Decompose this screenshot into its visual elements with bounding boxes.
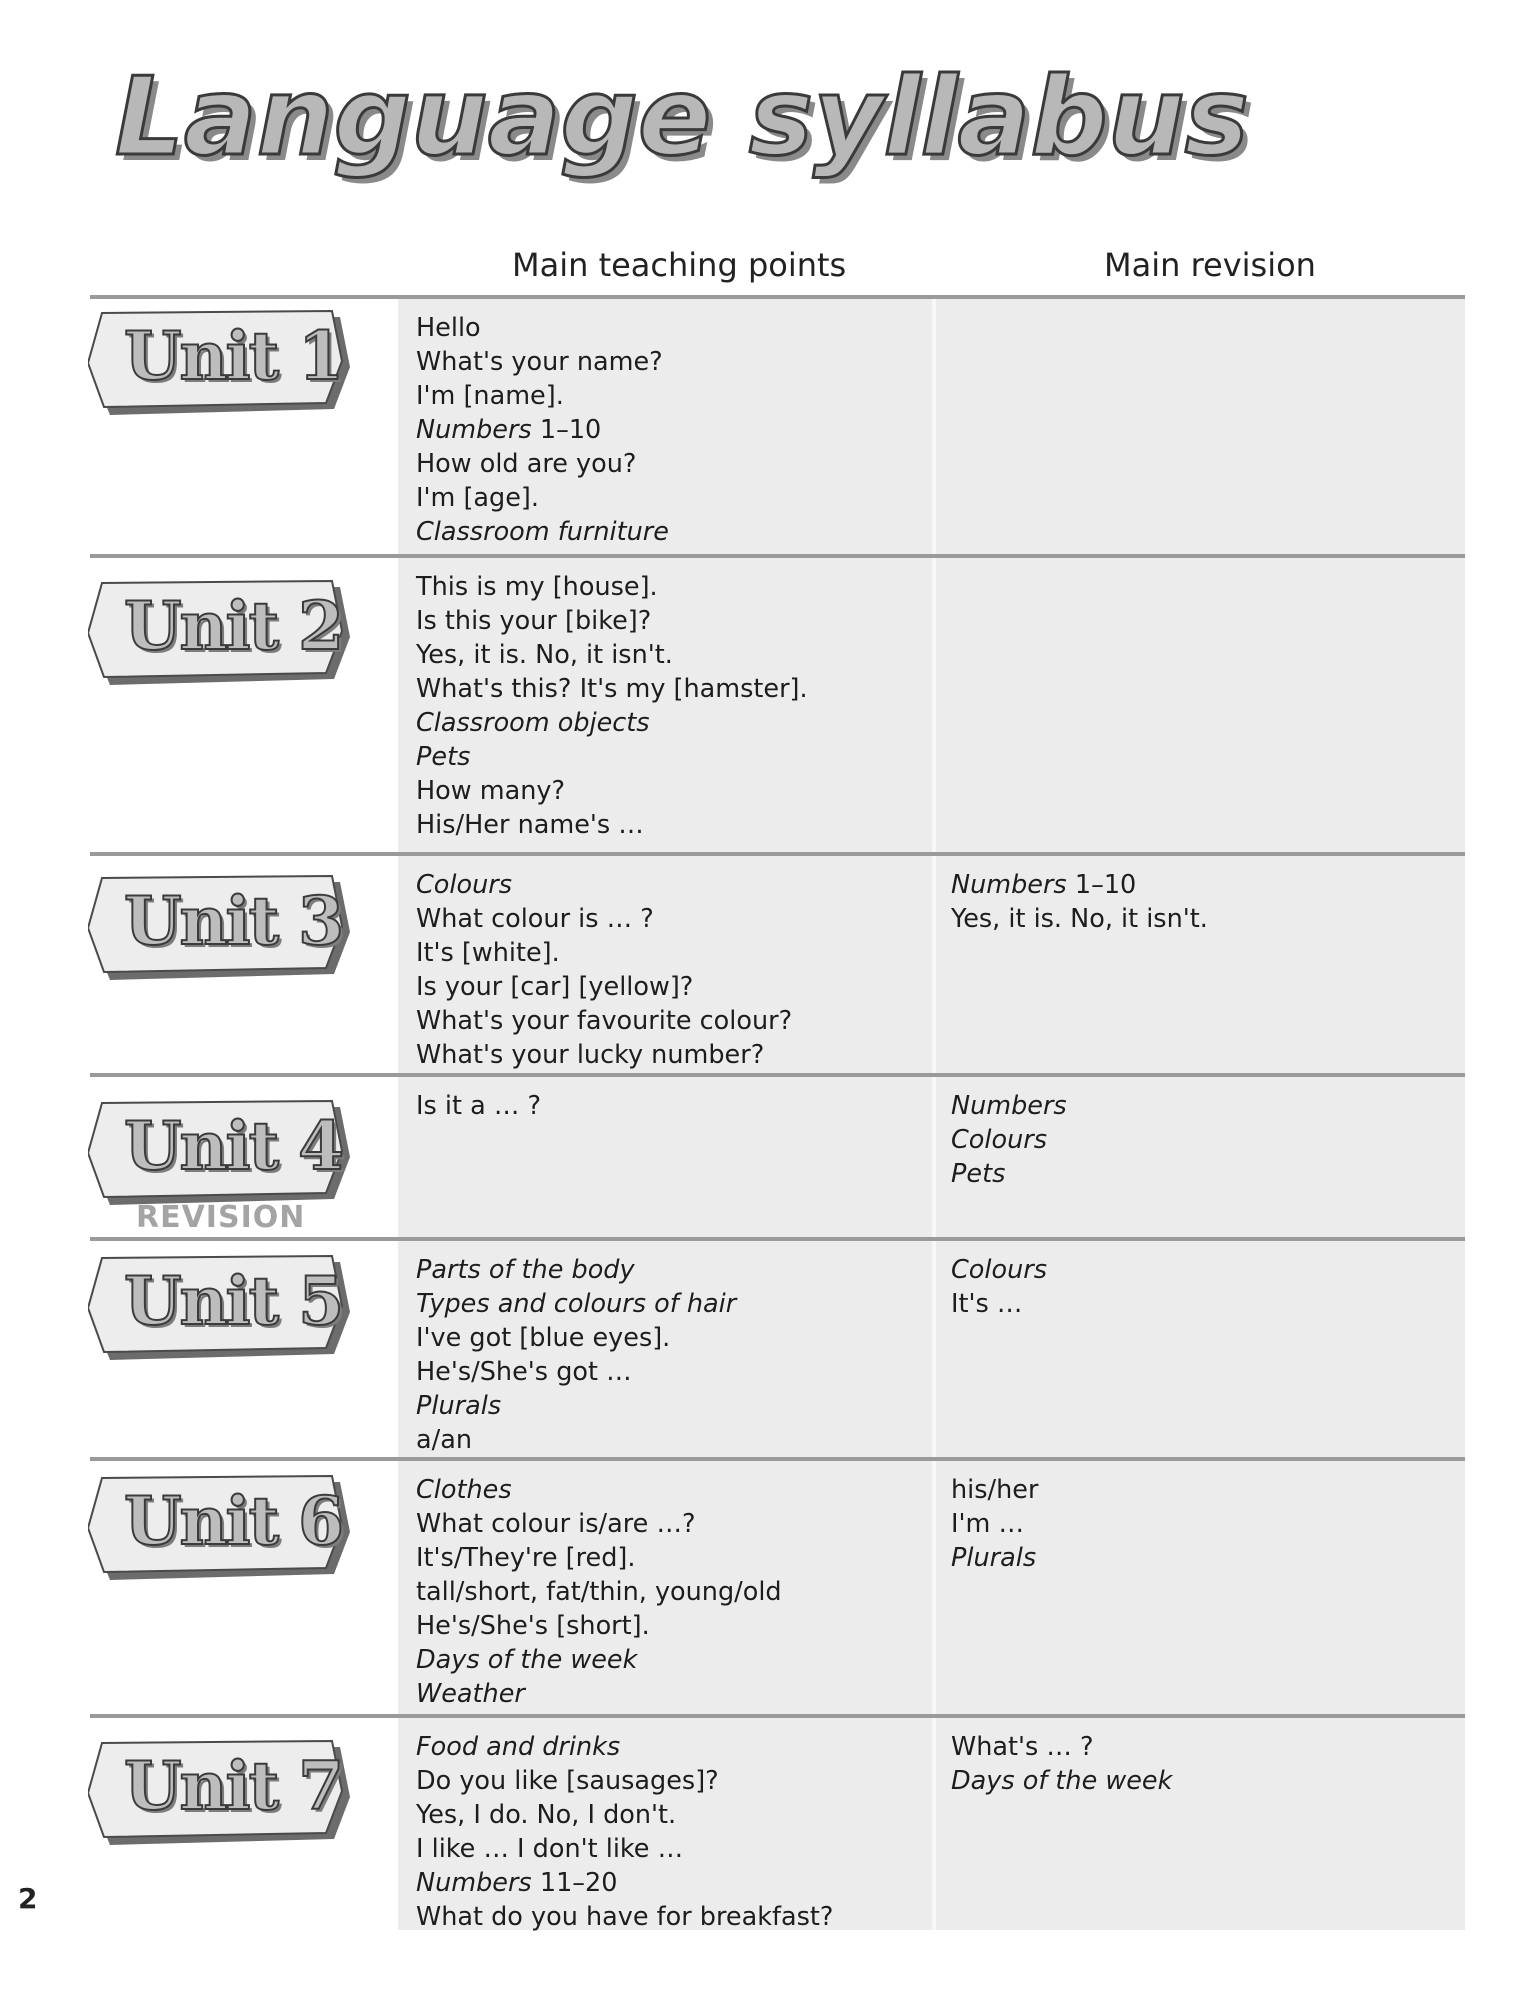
- syllabus-line: [416, 1038, 792, 1072]
- syllabus-line-suffix: 11–20: [531, 1868, 618, 1898]
- syllabus-line: [416, 1730, 833, 1764]
- syllabus-line: [951, 1764, 1172, 1798]
- syllabus-line: [416, 808, 808, 842]
- page-title: Language syllabus: [115, 55, 1249, 180]
- syllabus-line-text: What's your lucky number?: [416, 1040, 765, 1070]
- syllabus-line: [416, 868, 792, 902]
- syllabus-line-text: Is this your [bike]?: [416, 606, 652, 636]
- syllabus-line-text: Numbers: [416, 415, 532, 445]
- syllabus-line-text: Colours: [951, 1125, 1048, 1155]
- syllabus-line: [416, 1541, 782, 1575]
- syllabus-line: [416, 1609, 782, 1643]
- syllabus-line: [416, 1004, 792, 1038]
- row-divider: [90, 1714, 1465, 1718]
- syllabus-line: [951, 1541, 1038, 1575]
- row-divider: [90, 295, 1465, 299]
- syllabus-line: [416, 1677, 782, 1711]
- syllabus-line-text: a/an: [416, 1425, 473, 1455]
- syllabus-line-text: Weather: [416, 1679, 525, 1709]
- page-number: 2: [18, 1882, 38, 1915]
- main-revision-cell: [951, 1253, 1047, 1321]
- syllabus-line: [416, 740, 808, 774]
- syllabus-line: [951, 868, 1208, 902]
- syllabus-line: [416, 1507, 782, 1541]
- syllabus-line-text: He's/She's [short].: [416, 1611, 650, 1641]
- syllabus-line-text: Yes, it is. No, it isn't.: [416, 640, 673, 670]
- unit-badge: [88, 1470, 348, 1580]
- syllabus-line: [951, 902, 1208, 936]
- syllabus-line-text: What's your name?: [416, 347, 663, 377]
- main-revision-cell: [951, 868, 1208, 936]
- syllabus-line: [416, 413, 669, 447]
- syllabus-line-text: Do you like [sausages]?: [416, 1766, 719, 1796]
- unit-badge: [88, 575, 348, 685]
- syllabus-line-text: Food and drinks: [416, 1732, 621, 1762]
- syllabus-line: [416, 970, 792, 1004]
- syllabus-line: [416, 1389, 736, 1423]
- column-divider: [932, 295, 936, 1930]
- syllabus-line-text: Parts of the body: [416, 1255, 635, 1285]
- syllabus-line-text: What colour is … ?: [416, 904, 654, 934]
- syllabus-line: [416, 1473, 782, 1507]
- syllabus-line: [416, 447, 669, 481]
- main-teaching-points-cell: [416, 570, 808, 842]
- syllabus-line-text: I'm …: [951, 1509, 1024, 1539]
- syllabus-line-text: Yes, it is. No, it isn't.: [951, 904, 1208, 934]
- main-revision-cell: [951, 1089, 1067, 1191]
- syllabus-line: [416, 1575, 782, 1609]
- row-divider: [90, 554, 1465, 558]
- syllabus-line-text: Days of the week: [951, 1766, 1173, 1796]
- syllabus-line-text: Classroom objects: [416, 708, 650, 738]
- syllabus-line-text: Numbers: [951, 1091, 1067, 1121]
- syllabus-line-text: Pets: [416, 742, 471, 772]
- main-revision-header: Main revision: [1104, 246, 1316, 284]
- syllabus-line: [951, 1253, 1047, 1287]
- syllabus-line: [416, 1423, 736, 1457]
- unit-badge: [88, 1735, 348, 1845]
- syllabus-line-text: Plurals: [951, 1543, 1037, 1573]
- syllabus-line-text: I'm [name].: [416, 381, 564, 411]
- syllabus-line: [416, 1643, 782, 1677]
- syllabus-line-text: Types and colours of hair: [416, 1289, 737, 1319]
- syllabus-line-suffix: 1–10: [531, 415, 602, 445]
- unit-badge: [88, 1095, 348, 1205]
- syllabus-line-text: Plurals: [416, 1391, 502, 1421]
- main-teaching-points-cell: [416, 1089, 541, 1123]
- syllabus-line: [416, 1764, 833, 1798]
- syllabus-line-text: It's [white].: [416, 938, 560, 968]
- unit-badge: [88, 870, 348, 980]
- unit-badge: [88, 1250, 348, 1360]
- syllabus-line: [416, 936, 792, 970]
- syllabus-line-text: Numbers: [951, 870, 1067, 900]
- row-divider: [90, 1457, 1465, 1461]
- syllabus-line-suffix: 1–10: [1066, 870, 1137, 900]
- unit-label: Unit 7: [124, 1747, 343, 1825]
- syllabus-line: [951, 1089, 1067, 1123]
- syllabus-line: [416, 515, 669, 549]
- unit-label: Unit 2: [124, 587, 343, 665]
- syllabus-line-text: I'm [age].: [416, 483, 539, 513]
- unit-label: Unit 4: [124, 1107, 343, 1185]
- unit-label: Unit 5: [124, 1262, 343, 1340]
- main-teaching-points-cell: [416, 311, 669, 549]
- syllabus-line-text: Is it a … ?: [416, 1091, 541, 1121]
- syllabus-line: [416, 1089, 541, 1123]
- row-divider: [90, 1237, 1465, 1241]
- syllabus-line-text: It's/They're [red].: [416, 1543, 636, 1573]
- row-divider: [90, 1073, 1465, 1077]
- syllabus-line: [951, 1123, 1067, 1157]
- syllabus-line: [416, 638, 808, 672]
- syllabus-line-text: Pets: [951, 1159, 1006, 1189]
- unit-label: Unit 6: [124, 1482, 343, 1560]
- syllabus-line: [951, 1473, 1038, 1507]
- syllabus-line-text: What's … ?: [951, 1732, 1094, 1762]
- syllabus-line-text: Colours: [951, 1255, 1048, 1285]
- main-teaching-points-cell: [416, 1253, 736, 1457]
- syllabus-line: [416, 311, 669, 345]
- syllabus-line-text: Numbers: [416, 1868, 532, 1898]
- syllabus-line: [416, 706, 808, 740]
- main-teaching-points-cell: [416, 868, 792, 1072]
- syllabus-line-text: It's …: [951, 1289, 1023, 1319]
- unit-badge: [88, 305, 348, 415]
- syllabus-line-text: He's/She's got …: [416, 1357, 632, 1387]
- syllabus-line-text: This is my [house].: [416, 572, 658, 602]
- syllabus-line-text: his/her: [951, 1475, 1039, 1505]
- syllabus-line: [416, 379, 669, 413]
- row-divider: [90, 852, 1465, 856]
- syllabus-line-text: I like … I don't like …: [416, 1834, 684, 1864]
- syllabus-line: [416, 604, 808, 638]
- syllabus-line: [951, 1507, 1038, 1541]
- main-teaching-points-cell: [416, 1730, 833, 1934]
- syllabus-line: [416, 570, 808, 604]
- syllabus-line-text: I've got [blue eyes].: [416, 1323, 671, 1353]
- syllabus-line: [416, 1900, 833, 1934]
- syllabus-line-text: What colour is/are …?: [416, 1509, 696, 1539]
- syllabus-line-text: How old are you?: [416, 449, 637, 479]
- syllabus-line: [416, 1832, 833, 1866]
- syllabus-line-text: Classroom furniture: [416, 517, 669, 547]
- syllabus-line: [416, 1321, 736, 1355]
- syllabus-line-text: What do you have for breakfast?: [416, 1902, 834, 1932]
- main-teaching-header: Main teaching points: [512, 246, 847, 284]
- syllabus-line: [416, 1253, 736, 1287]
- syllabus-line-text: How many?: [416, 776, 565, 806]
- syllabus-line-text: Clothes: [416, 1475, 512, 1505]
- syllabus-line-text: Hello: [416, 313, 481, 343]
- syllabus-line-text: tall/short, fat/thin, young/old: [416, 1577, 782, 1607]
- syllabus-line-text: His/Her name's …: [416, 810, 644, 840]
- syllabus-line: [416, 1866, 833, 1900]
- syllabus-line-text: Is your [car] [yellow]?: [416, 972, 694, 1002]
- main-revision-cell: [951, 1473, 1038, 1575]
- unit-label: Unit 1: [124, 317, 343, 395]
- syllabus-line: [416, 774, 808, 808]
- syllabus-line: [416, 902, 792, 936]
- syllabus-line: [416, 481, 669, 515]
- main-revision-cell: [951, 1730, 1172, 1798]
- syllabus-line: [951, 1730, 1172, 1764]
- revision-note: REVISION: [136, 1200, 306, 1235]
- main-teaching-points-cell: [416, 1473, 782, 1711]
- syllabus-line-text: Yes, I do. No, I don't.: [416, 1800, 677, 1830]
- syllabus-line: [416, 1798, 833, 1832]
- syllabus-line-text: Days of the week: [416, 1645, 638, 1675]
- syllabus-line: [416, 1355, 736, 1389]
- syllabus-line: [416, 672, 808, 706]
- syllabus-line: [416, 345, 669, 379]
- syllabus-line: [951, 1287, 1047, 1321]
- syllabus-line: [951, 1157, 1067, 1191]
- syllabus-line-text: What's your favourite colour?: [416, 1006, 793, 1036]
- unit-label: Unit 3: [124, 882, 343, 960]
- syllabus-line-text: What's this? It's my [hamster].: [416, 674, 808, 704]
- syllabus-line-text: Colours: [416, 870, 513, 900]
- syllabus-line: [416, 1287, 736, 1321]
